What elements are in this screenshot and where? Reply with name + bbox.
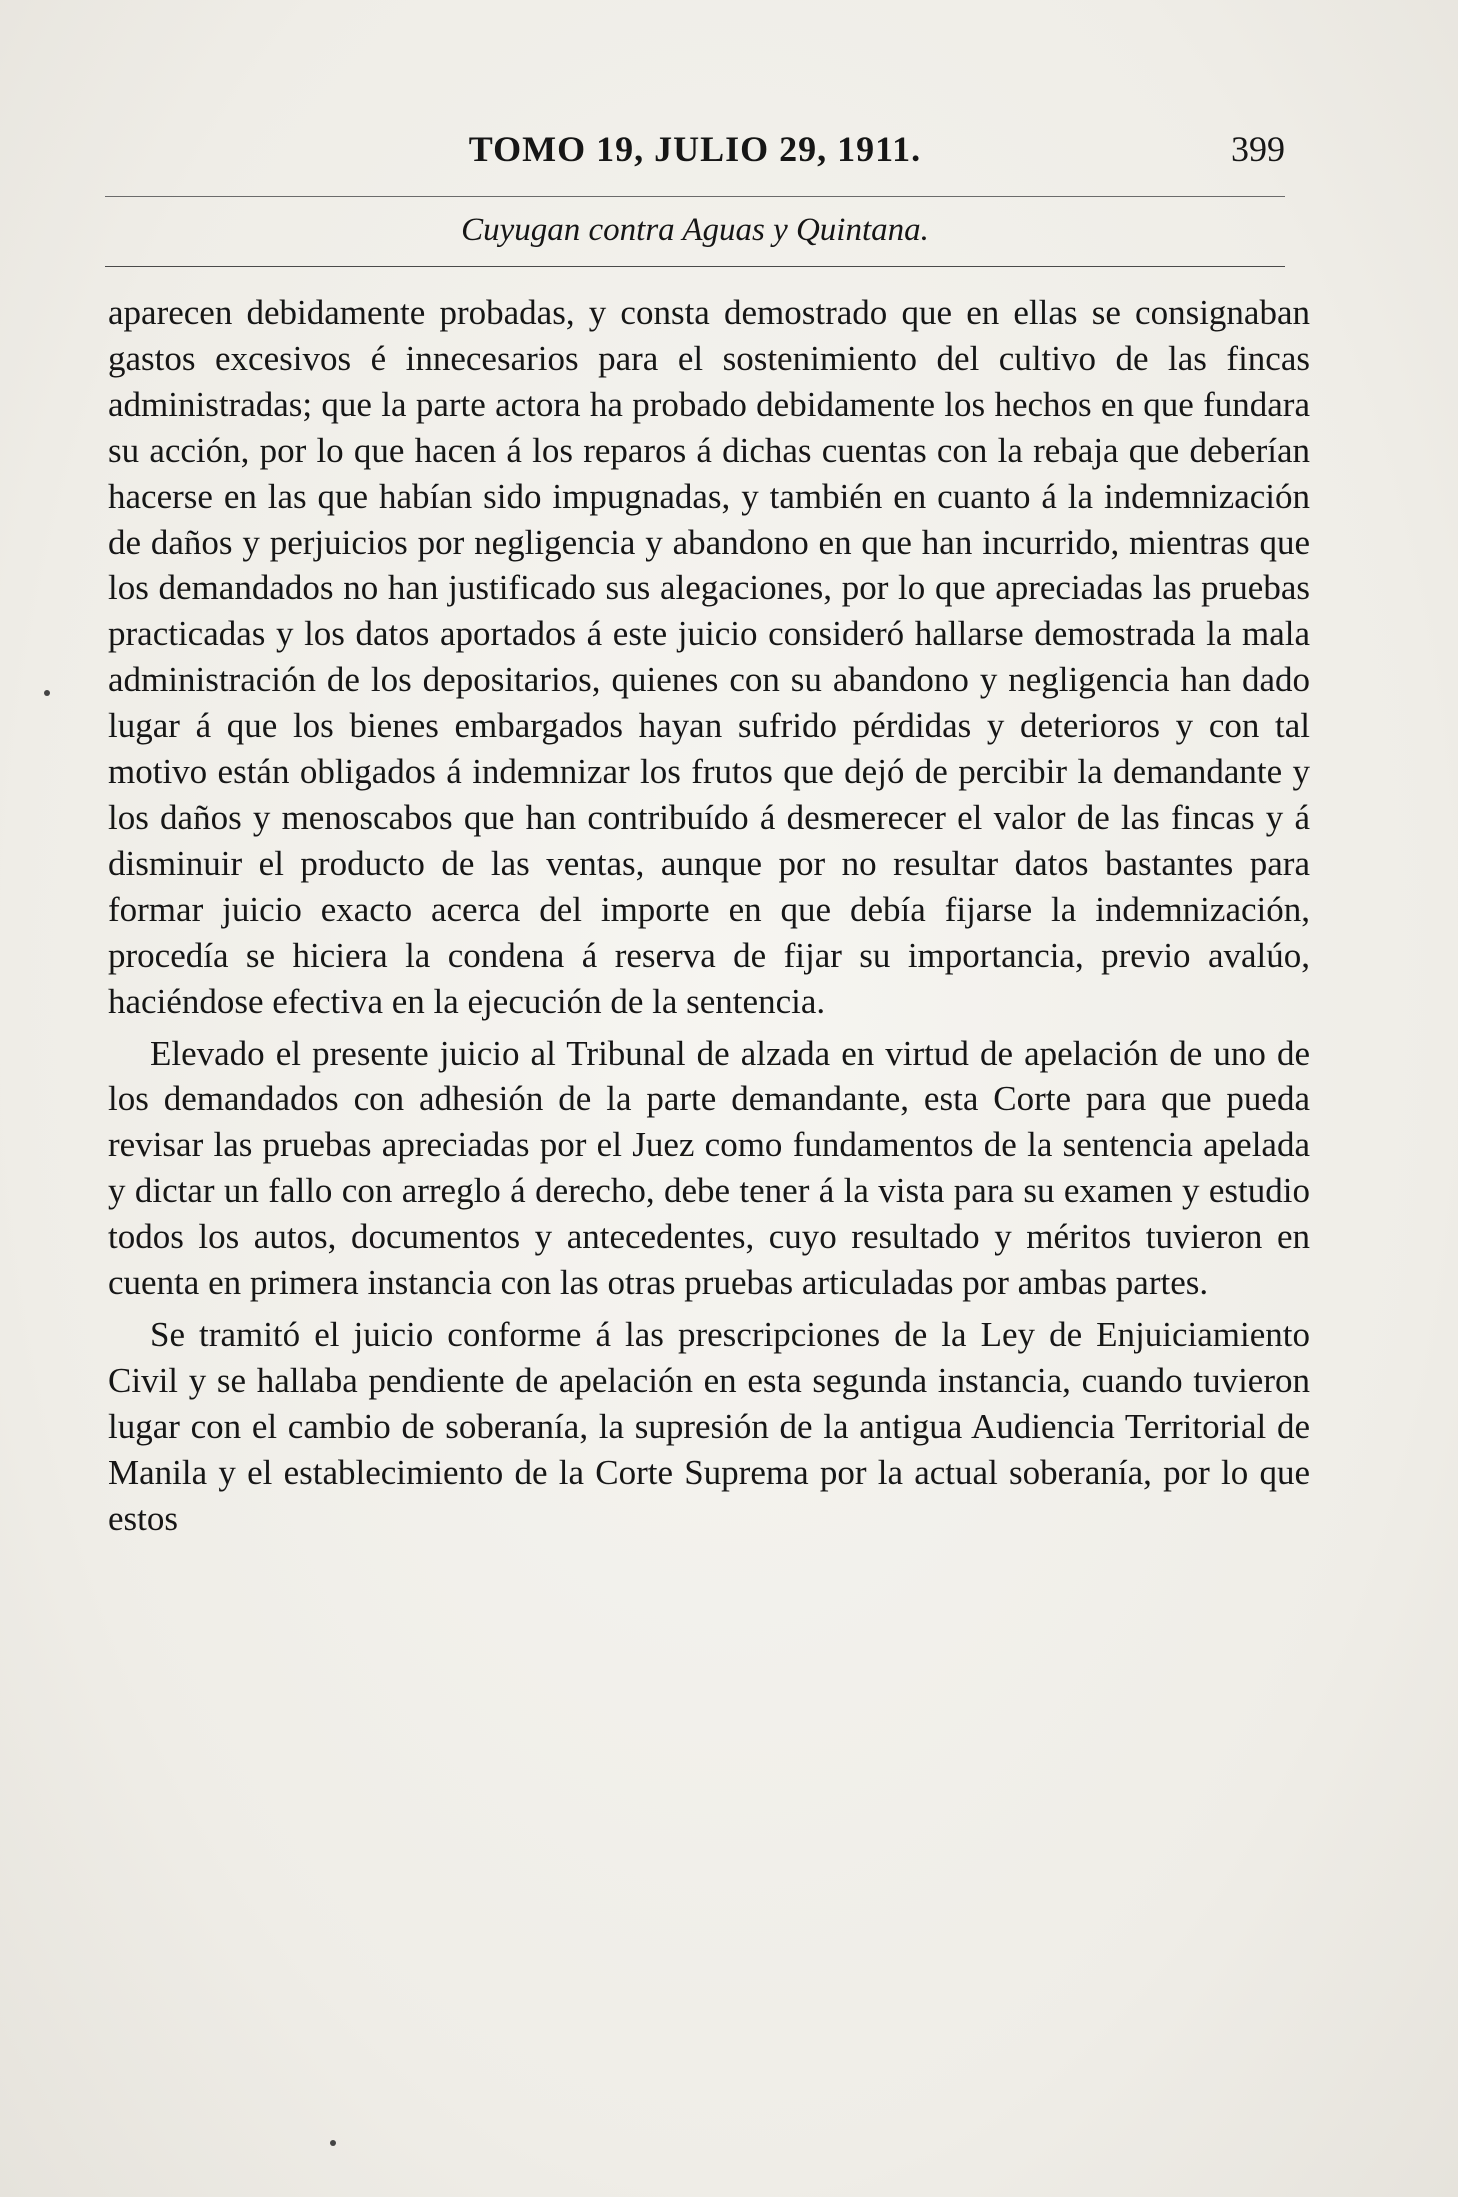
print-speck: [44, 690, 50, 696]
running-head: TOMO 19, JULIO 29, 1911.: [468, 129, 922, 169]
print-speck: [330, 2140, 336, 2146]
case-title: Cuyugan contra Aguas y Quintana.: [461, 212, 929, 248]
paragraph-appeal: Elevado el presente juicio al Tribunal de alzada en virtud de apelación de uno de los demandados con adhesión de la parte demandante, esta Corte para que pueda revisar las pruebas apreciadas por el Juez como fundamentos de la sentencia apelada y dictar un fallo con arreglo á derecho, debe tener á la vista para su examen y estudio todos los autos, documentos y antecedentes, cuyo resultado y méritos tuvieron en cuenta en primera instancia con las otras pruebas articuladas por ambas partes.: [108, 1033, 1310, 1303]
page-header: [105, 128, 1285, 188]
page-number: 399: [1231, 129, 1285, 169]
header-rule: [105, 196, 1285, 197]
paragraph-continued: aparecen debidamente probadas, y consta demostrado que en ellas se consignaban gastos excesivos é innecesarios para el sostenimiento del cultivo de las fincas administradas; que la parte actora ha probado debidamente los hechos en que fundara su acción, por lo que hacen á los reparos á dichas cuentas con la rebaja que deberían hacerse en las que habían sido impugnadas, y también en cuanto á la indemnización de daños y perjuicios por negligencia y abandono en que han incurrido, mientras que los demandados no han justificado sus alegaciones, por lo que apreciadas las pruebas practicadas y los datos aportados á este juicio consideró hallarse demostrada la mala administración de los depositarios, quienes con su abandono y negligencia han dado lugar á que los bienes embargados hayan sufrido pérdidas y deterioros y con tal motivo están obligados á indemnizar los frutos que dejó de percibir la demandante y los daños y menoscabos que han contribuído á desmerecer el valor de las fincas y á disminuir el producto de las ventas, aunque por no resultar datos bastantes para formar juicio exacto acerca del importe en que debía fijarse la indemnización, procedía se hiciera la condena á reserva de fijar su importancia, previo avalúo, haciéndose efectiva en la ejecución de la sentencia.: [108, 293, 1310, 1021]
paragraph-procedure: Se tramitó el juicio conforme á las prescripciones de la Ley de Enjuiciamiento Civil y se hallaba pendiente de apelación en esta segunda instancia, cuando tuvieron lugar con el cambio de soberanía, la supresión de la antigua Audiencia Territorial de Manila y el establecimiento de la Corte Suprema por la actual soberanía, por lo que estos: [108, 1314, 1310, 1538]
title-rule: [105, 266, 1285, 267]
body-text: [108, 290, 1310, 1541]
